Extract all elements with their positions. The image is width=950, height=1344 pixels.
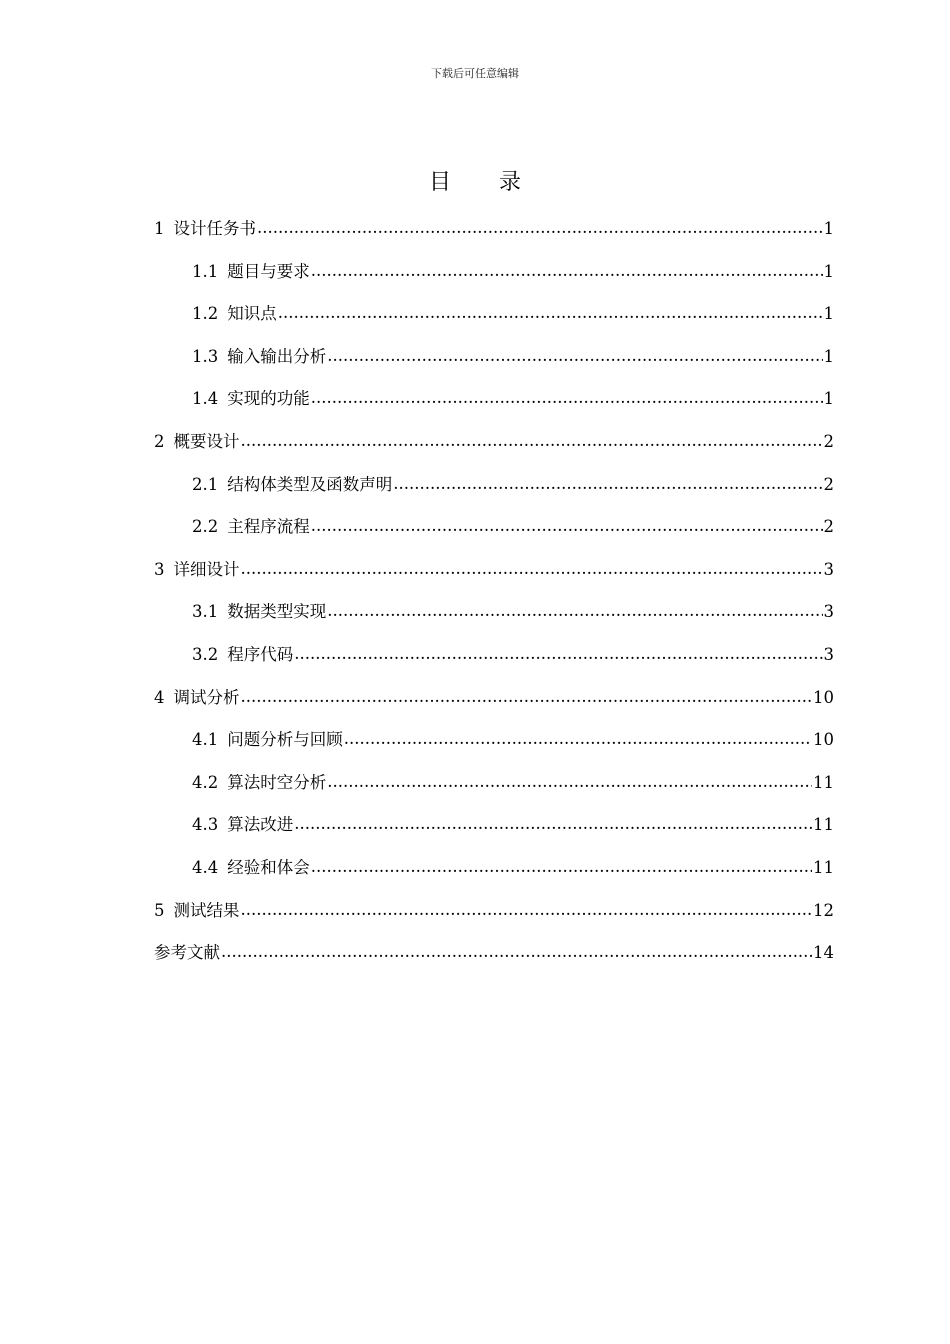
toc-entry-page-number: 2 bbox=[823, 517, 834, 537]
toc-title-part2: 录 bbox=[499, 170, 522, 195]
toc-entry[interactable] bbox=[154, 727, 834, 770]
toc-entry-page-number: 11 bbox=[813, 772, 834, 792]
toc-dot-leader bbox=[344, 726, 812, 752]
toc-dot-leader bbox=[241, 556, 823, 582]
toc-entry[interactable] bbox=[154, 514, 834, 557]
toc-entry-title: 经验和体会 bbox=[227, 857, 310, 877]
toc-entry-number: 1.3 bbox=[192, 346, 219, 366]
toc-entry-title: 算法改进 bbox=[227, 815, 294, 835]
toc-dot-leader bbox=[278, 300, 823, 326]
toc-entry[interactable] bbox=[154, 940, 834, 983]
toc-dot-leader bbox=[241, 897, 813, 923]
toc-entry[interactable] bbox=[154, 216, 834, 259]
toc-entry-page-number: 3 bbox=[823, 559, 834, 579]
toc-entry[interactable] bbox=[154, 685, 834, 728]
toc-entry-number: 1 bbox=[154, 219, 165, 238]
toc-entry-number: 2.1 bbox=[192, 474, 219, 494]
toc-entry-page-number: 2 bbox=[823, 474, 834, 494]
toc-dot-leader bbox=[221, 939, 812, 965]
toc-entry-title: 输入输出分析 bbox=[227, 346, 327, 366]
toc-entry-number: 2.2 bbox=[192, 517, 219, 537]
toc-entry-number: 1.4 bbox=[192, 389, 219, 409]
toc-entry-number: 1.2 bbox=[192, 304, 219, 324]
toc-entry-page-number: 1 bbox=[823, 346, 834, 366]
toc-entry-title: 概要设计 bbox=[173, 431, 240, 451]
toc-entry[interactable] bbox=[154, 472, 834, 515]
toc-entry-page-number: 3 bbox=[823, 602, 834, 622]
toc-entry-number: 4.2 bbox=[192, 772, 219, 792]
toc-dot-leader bbox=[241, 428, 823, 454]
toc-entry-page-number: 11 bbox=[813, 815, 834, 835]
toc-entry[interactable] bbox=[154, 429, 834, 472]
toc-entry-page-number: 12 bbox=[813, 900, 834, 920]
toc-dot-leader bbox=[294, 811, 812, 837]
toc-entry[interactable] bbox=[154, 599, 834, 642]
toc-dot-leader bbox=[327, 343, 822, 369]
toc-entry[interactable] bbox=[154, 898, 834, 941]
toc-title bbox=[0, 168, 950, 198]
page-header-note: 下载后可任意编辑 bbox=[431, 67, 519, 80]
toc-entry-number: 4.1 bbox=[192, 730, 219, 750]
toc-entry-title: 题目与要求 bbox=[227, 261, 310, 281]
toc-entry-title: 调试分析 bbox=[173, 687, 240, 707]
toc-dot-leader bbox=[311, 258, 823, 284]
toc-entry[interactable] bbox=[154, 770, 834, 813]
toc-entry-page-number: 1 bbox=[823, 219, 834, 238]
toc-entry[interactable] bbox=[154, 557, 834, 600]
toc-entry-title: 结构体类型及函数声明 bbox=[227, 474, 393, 494]
toc-entry-number: 3.1 bbox=[192, 602, 219, 622]
toc-entry-page-number: 10 bbox=[813, 687, 834, 707]
toc-dot-leader bbox=[294, 641, 822, 667]
toc-dot-leader bbox=[393, 471, 822, 497]
toc-entry-page-number: 2 bbox=[823, 431, 834, 451]
toc-dot-leader bbox=[311, 513, 823, 539]
toc-entry[interactable] bbox=[154, 344, 834, 387]
toc-entry-number: 3.2 bbox=[192, 644, 219, 664]
toc-entry-number: 4 bbox=[154, 687, 165, 707]
toc-entry-page-number: 1 bbox=[823, 389, 834, 409]
toc-entry-title: 实现的功能 bbox=[227, 389, 310, 409]
toc-dot-leader bbox=[257, 215, 823, 241]
toc-entry-number: 1.1 bbox=[192, 261, 219, 281]
toc-entry-title: 详细设计 bbox=[173, 559, 240, 579]
toc-entry-title: 参考文献 bbox=[154, 943, 220, 963]
toc-entry-page-number: 1 bbox=[823, 304, 834, 324]
toc-entry-title: 程序代码 bbox=[227, 644, 294, 664]
toc-entry-page-number: 1 bbox=[823, 261, 834, 281]
toc-entry-number: 4.3 bbox=[192, 815, 219, 835]
toc-entry-page-number: 11 bbox=[813, 857, 834, 877]
toc-entry-page-number: 10 bbox=[813, 730, 834, 750]
toc-entry[interactable] bbox=[154, 855, 834, 898]
toc-title-part1: 目 bbox=[428, 170, 451, 195]
toc-entry[interactable] bbox=[154, 386, 834, 429]
toc-dot-leader bbox=[311, 854, 812, 880]
toc-entry-title: 问题分析与回顾 bbox=[227, 730, 343, 750]
toc-dot-leader bbox=[241, 684, 813, 710]
toc-dot-leader bbox=[311, 385, 823, 411]
toc-entry-title: 主程序流程 bbox=[227, 517, 310, 537]
toc-entry-title: 算法时空分析 bbox=[227, 772, 327, 792]
table-of-contents bbox=[154, 216, 834, 983]
toc-entry-number: 2 bbox=[154, 431, 165, 451]
toc-entry[interactable] bbox=[154, 642, 834, 685]
toc-entry-title: 设计任务书 bbox=[173, 219, 256, 238]
toc-entry[interactable] bbox=[154, 301, 834, 344]
toc-entry-number: 3 bbox=[154, 559, 165, 579]
toc-entry-title: 数据类型实现 bbox=[227, 602, 327, 622]
toc-dot-leader bbox=[327, 598, 822, 624]
toc-entry-title: 知识点 bbox=[227, 304, 277, 324]
toc-entry-title: 测试结果 bbox=[173, 900, 240, 920]
toc-entry-page-number: 3 bbox=[823, 644, 834, 664]
toc-entry-page-number: 14 bbox=[813, 943, 834, 963]
toc-entry-number: 5 bbox=[154, 900, 165, 920]
toc-entry[interactable] bbox=[154, 259, 834, 302]
toc-dot-leader bbox=[327, 769, 812, 795]
toc-entry[interactable] bbox=[154, 812, 834, 855]
toc-entry-number: 4.4 bbox=[192, 857, 219, 877]
